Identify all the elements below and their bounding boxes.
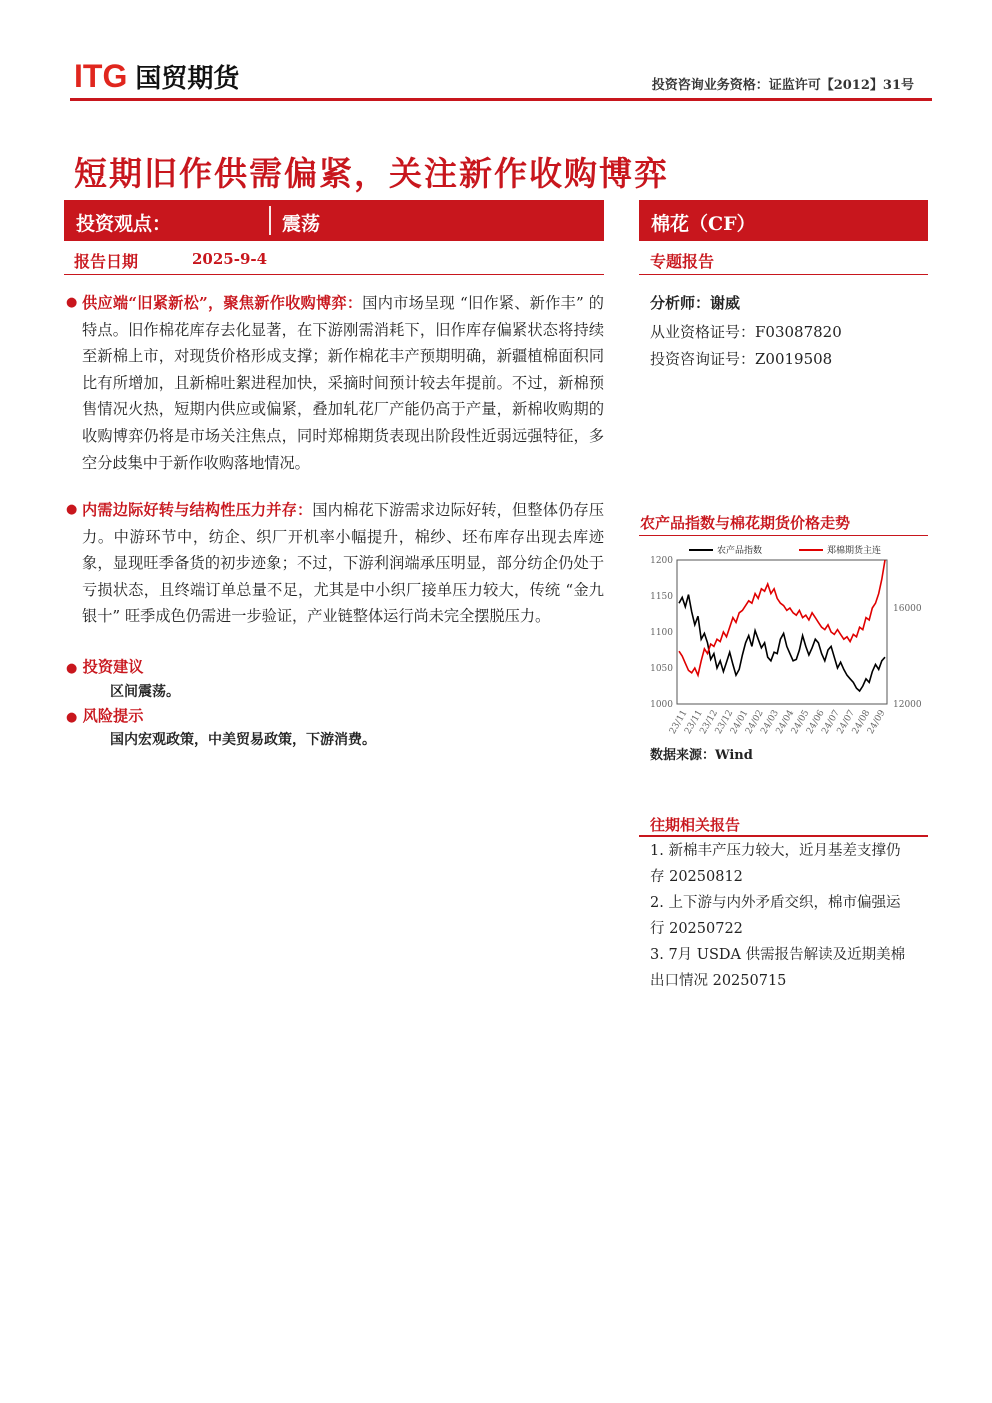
left-tick-label: 1100	[650, 628, 673, 638]
x-tick-label: 24/05	[789, 708, 812, 736]
x-tick-label: 23/12	[713, 708, 736, 736]
section-body: 国内棉花下游需求边际好转，但整体仍存压力。中游环节中，纺企、织厂开机率小幅提升，棉纱、坯布库存出现去库迹象，显现旺季备货的初步迹象；不过，下游利润端承压明显，部分纺企仍处于亏损状态，且终端订单总量不足，尤其是中小织厂接单压力较大，传统 “金九银十” 旺季成色仍需进一步验证，产业链整体运行尚未完全摆脱压力。	[82, 501, 605, 626]
section-heading: 供应端“旧紧新松”，聚焦新作收购博弈：	[82, 294, 363, 312]
view-separator	[269, 206, 271, 235]
report-title: 短期旧作供需偏紧，关注新作收购博弈	[74, 154, 669, 193]
risk-body: 国内宏观政策，中美贸易政策，下游消费。	[110, 732, 376, 748]
past-reports-divider	[639, 835, 928, 837]
report-date-label: 报告日期	[74, 252, 139, 271]
x-tick-label: 24/09	[865, 708, 888, 736]
chart-source: 数据来源：Wind	[650, 748, 753, 763]
view-label: 投资观点：	[76, 213, 172, 235]
analyst-name: 分析师：谢威	[650, 294, 741, 312]
right-tick-label: 16000	[893, 604, 922, 614]
product-bar	[639, 200, 928, 241]
x-tick-label: 24/01	[728, 708, 751, 736]
x-tick-label: 23/11	[667, 708, 690, 736]
report-type-divider	[639, 274, 928, 275]
x-tick-label: 24/04	[774, 708, 797, 736]
section-advice-heading	[66, 656, 143, 677]
x-tick-label: 24/03	[759, 708, 781, 736]
section-heading: 内需边际好转与结构性压力并存：	[82, 501, 313, 519]
view-value: 震荡	[282, 213, 321, 235]
plot-frame	[677, 560, 887, 704]
report-type: 专题报告	[650, 252, 715, 271]
legend-label-0: 农产品指数	[717, 546, 763, 556]
bullet-icon: ●	[66, 710, 78, 725]
logo-chinese: 国贸期货	[135, 63, 240, 94]
risk-heading-text: 风险提示	[82, 707, 144, 725]
x-tick-label: 24/07	[835, 708, 858, 736]
qualification-text: 投资咨询业务资格：证监许可【2012】31号	[651, 78, 914, 93]
section-supply	[66, 290, 604, 476]
date-divider	[64, 274, 604, 275]
report-date-value: 2025-9-4	[192, 250, 268, 268]
chart-divider	[639, 535, 928, 536]
bullet-icon: ●	[66, 661, 78, 676]
legend-label-1: 郑棉期货主连	[827, 546, 882, 556]
product-name: 棉花（CF）	[651, 213, 756, 235]
x-tick-label: 24/06	[805, 708, 827, 736]
section-body: 国内市场呈现 “旧作紧、新作丰” 的特点。旧作棉花库存去化显著，在下游刚需消耗下，旧作库存偏紧状态将持续至新棉上市，对现货价格形成支撑；新作棉花丰产预期明确，新疆植棉面积同比有所增加，且新棉吐絮进程加快，采摘时间预计较去年提前。不过，新棉预售情况火热，短期内供应或偏紧，叠加轧花厂产能仍高于产量，新棉收购期的收购博弈仍将是市场关注焦点，同时郑棉期货表现出阶段性近弱远强特征，多空分歧集中于新作收购落地情况。	[82, 294, 604, 472]
x-tick-label: 24/07	[820, 708, 842, 736]
left-tick-label: 1150	[650, 592, 673, 602]
right-tick-label: 12000	[893, 700, 922, 710]
left-tick-label: 1000	[650, 700, 673, 710]
past-report-item[interactable]: 2. 上下游与内外矛盾交织，棉市偏强运行 20250722	[650, 895, 901, 937]
x-tick-label: 24/08	[850, 708, 873, 736]
investment-view-bar	[64, 200, 604, 241]
analyst-cert-1: 从业资格证号：F03087820	[650, 323, 842, 341]
bullet-icon: ●	[66, 295, 78, 310]
past-report-item[interactable]: 1. 新棉丰产压力较大，近月基差支撑仍存 20250812	[650, 843, 901, 885]
left-tick-label: 1050	[650, 664, 673, 674]
advice-heading-text: 投资建议	[82, 658, 144, 676]
x-tick-label: 23/11	[683, 708, 705, 736]
price-chart	[639, 538, 928, 743]
header-divider	[70, 98, 932, 101]
past-reports-list	[650, 838, 912, 994]
logo-latin: ITG	[74, 57, 128, 94]
logo	[74, 56, 239, 96]
section-demand	[66, 497, 604, 630]
x-tick-label: 24/02	[744, 708, 766, 736]
advice-body: 区间震荡。	[110, 684, 180, 700]
series-line-0	[679, 595, 885, 691]
chart-title: 农产品指数与棉花期货价格走势	[640, 514, 851, 532]
bullet-icon: ●	[66, 502, 78, 517]
x-tick-label: 23/12	[698, 708, 721, 736]
section-risk-heading	[66, 705, 143, 726]
analyst-cert-2: 投资咨询证号：Z0019508	[650, 350, 833, 368]
left-tick-label: 1200	[650, 556, 673, 566]
past-reports-title: 往期相关报告	[650, 816, 741, 834]
past-report-item[interactable]: 3. 7月 USDA 供需报告解读及近期美棉出口情况 20250715	[650, 947, 906, 989]
